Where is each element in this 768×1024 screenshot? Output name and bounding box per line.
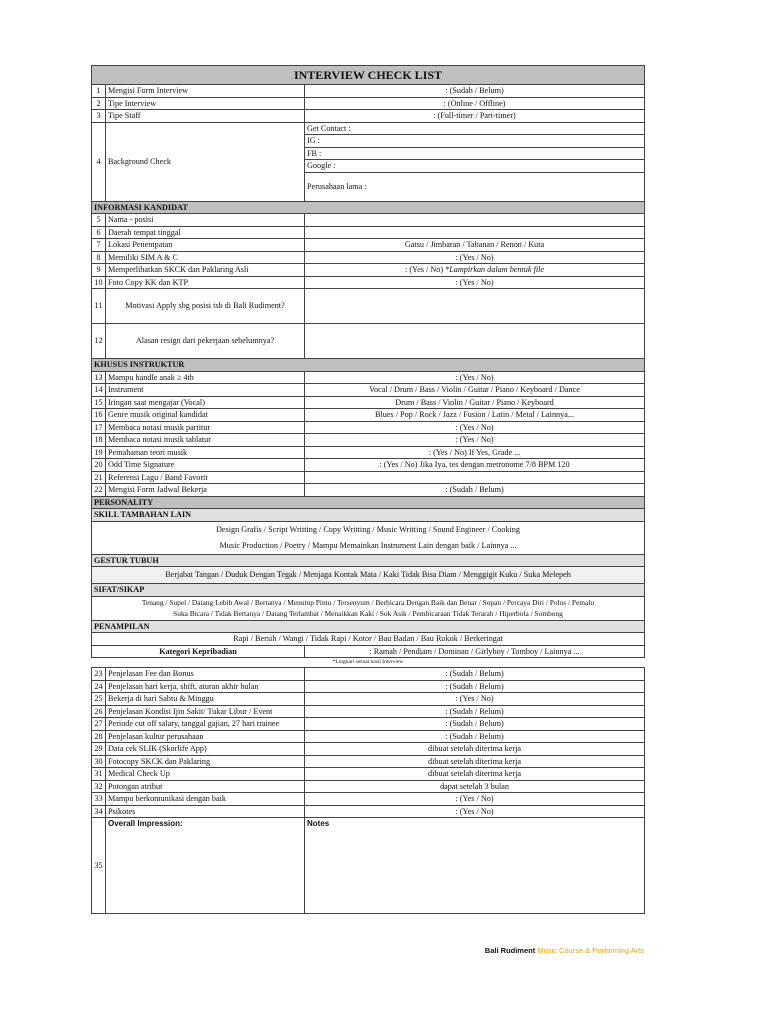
row-label: Psikotes: [106, 805, 305, 818]
row-number: 20: [92, 459, 106, 472]
brand-tagline: Music Course & Performing Arts: [537, 946, 644, 955]
row-label: Periode cut off salary, tanggal gajian, 27 hari trainee: [106, 718, 305, 731]
checklist-row: [92, 484, 645, 497]
kategori-label: Kategori Kepribadian: [92, 645, 305, 658]
row-label: Fotocopy SKCK dan Paklaring: [106, 755, 305, 768]
bc-field[interactable]: Perusahaan lama :: [305, 172, 645, 201]
row-number: 8: [92, 251, 106, 264]
row-label: Odd Time Signature: [106, 459, 305, 472]
row-number: 1: [92, 85, 106, 98]
row-number: 4: [92, 122, 106, 201]
checklist-row: [92, 276, 645, 289]
checklist-row: [92, 743, 645, 756]
section-penampilan: PENAMPILAN: [92, 620, 645, 633]
brand-name: Bali Rudiment: [484, 946, 536, 955]
checklist-sheet: [91, 65, 644, 914]
row-label: Penjelasan hari kerja, shift, aturan akhir bulan: [106, 680, 305, 693]
row-value[interactable]: : (Sudah / Belum): [305, 730, 645, 743]
bc-field[interactable]: Google :: [305, 160, 645, 173]
section-skill: SKILL TAMBAHAN LAIN: [92, 509, 645, 522]
row-value[interactable]: dibuat setelah diterima kerja: [305, 768, 645, 781]
row-number: 30: [92, 755, 106, 768]
row-label: Membaca notasi musik partitur: [106, 421, 305, 434]
row-number: 19: [92, 446, 106, 459]
row-number: 23: [92, 668, 106, 681]
row-label: Bekerja di hari Sabtu & Minggu: [106, 693, 305, 706]
row-number: 22: [92, 484, 106, 497]
section-sifat: SIFAT/SIKAP: [92, 584, 645, 597]
row-number: 2: [92, 97, 106, 110]
row-label: Mengisi Form Jadwal Bekerja: [106, 484, 305, 497]
row-number: 12: [92, 324, 106, 359]
checklist-row: [92, 780, 645, 793]
row-value[interactable]: : (Yes / No): [305, 276, 645, 289]
row-number: 15: [92, 396, 106, 409]
row-value[interactable]: : (Yes / No): [305, 434, 645, 447]
checklist-row: [92, 434, 645, 447]
checklist-row: [92, 226, 645, 239]
row-value[interactable]: : (Full-timer / Part-timer): [305, 110, 645, 123]
row-value[interactable]: Vocal / Drum / Bass / Violin / Guitar / Piano / Keyboard / Dance: [305, 384, 645, 397]
checklist-row: [92, 705, 645, 718]
row-value[interactable]: : (Yes / No) If Yes, Grade ...: [305, 446, 645, 459]
section-personality: PERSONALITY: [92, 496, 645, 509]
row-number: 34: [92, 805, 106, 818]
checklist-row: [92, 730, 645, 743]
answer-cell[interactable]: [305, 324, 645, 359]
row-number: 28: [92, 730, 106, 743]
row-number: 18: [92, 434, 106, 447]
row-value[interactable]: : (Yes / No): [305, 251, 645, 264]
value-text: : (Yes / No): [405, 265, 444, 274]
row-value[interactable]: : (Yes / No): [305, 805, 645, 818]
row-label: Memiliki SIM A & C: [106, 251, 305, 264]
row-number: 10: [92, 276, 106, 289]
checklist-row: [92, 805, 645, 818]
page-title: INTERVIEW CHECK LIST: [92, 66, 645, 85]
checklist-row: [92, 384, 645, 397]
checklist-row: [92, 264, 645, 277]
row-label: Nama - posisi: [106, 214, 305, 227]
section-gestur: GESTUR TUBUH: [92, 554, 645, 567]
answer-cell[interactable]: [305, 289, 645, 324]
overall-impression-field[interactable]: Overall Impression:: [106, 818, 305, 914]
sifat-options[interactable]: Tenang / Supel / Datang Lebih Awal / Bertanya / Menutup Pintu / Tersenyum / Berbicara Dengan Baik dan Benar / Sopan / Percaya Diri / Polos / Pemalu: [92, 596, 645, 608]
row-number: 35: [92, 818, 106, 914]
row-label: Penjelasan Fee dan Bonus: [106, 668, 305, 681]
row-value[interactable]: : (Sudah / Belum): [305, 484, 645, 497]
row-number: 17: [92, 421, 106, 434]
background-check-row: [92, 122, 645, 135]
checklist-row: [92, 110, 645, 123]
bc-field[interactable]: FB :: [305, 147, 645, 160]
row-label: Referensi Lagu / Band Favorit: [106, 471, 305, 484]
row-label: Memperlihatkan SKCK dan Paklaring Asli: [106, 264, 305, 277]
row-number: 6: [92, 226, 106, 239]
tall-row: [92, 324, 645, 359]
khusus-rows: [92, 371, 645, 496]
row-value[interactable]: [305, 264, 645, 277]
checklist-row: [92, 85, 645, 98]
gestur-options[interactable]: Berjabat Tangan / Duduk Dengan Tegak / Menjaga Kontak Mata / Kaki Tidak Bisa Diam / Menggigit Kuku / Suka Melepeh: [92, 567, 645, 584]
checklist-row: [92, 239, 645, 252]
row-number: 11: [92, 289, 106, 324]
section-khusus: KHUSUS INSTRUKTUR: [92, 359, 645, 372]
checklist-row: [92, 409, 645, 422]
bc-field[interactable]: Get Contact :: [305, 122, 645, 135]
row-label: Pemahaman teori musik: [106, 446, 305, 459]
checklist-row: [92, 668, 645, 681]
row-number: 5: [92, 214, 106, 227]
checklist-row: [92, 421, 645, 434]
row-value[interactable]: : (Sudah / Belum): [305, 680, 645, 693]
row-label: Mampu berkomunikasi dengan baik: [106, 793, 305, 806]
checklist-row: [92, 97, 645, 110]
row-number: 25: [92, 693, 106, 706]
row-label: Lokasi Penempatan: [106, 239, 305, 252]
row-label: Instrument: [106, 384, 305, 397]
checklist-row: [92, 680, 645, 693]
row-number: 16: [92, 409, 106, 422]
row-number: 33: [92, 793, 106, 806]
checklist-row: [92, 471, 645, 484]
row-label: Medical Check Up: [106, 768, 305, 781]
row-label: Potongan atribut: [106, 780, 305, 793]
value-note: *Lampirkan dalam bentuk file: [445, 265, 545, 274]
row-value[interactable]: [305, 214, 645, 227]
checklist-row: [92, 459, 645, 472]
row-number: 27: [92, 718, 106, 731]
checklist-row: [92, 446, 645, 459]
row-value[interactable]: dibuat setelah diterima kerja: [305, 755, 645, 768]
checklist-row: [92, 214, 645, 227]
informasi-rows: [92, 214, 645, 289]
row-label: Foto Copy KK dan KTP: [106, 276, 305, 289]
row-number: 32: [92, 780, 106, 793]
tall-row: [92, 289, 645, 324]
row-label: Motivasi Apply sbg posisi tsb di Bali Rudiment?: [106, 289, 305, 324]
row-label: Data cek SLIK (Skorlife App): [106, 743, 305, 756]
row-label: Mampu handle anak ≥ 4th: [106, 371, 305, 384]
row-value[interactable]: : (Yes / No): [305, 421, 645, 434]
row-value[interactable]: dapat setelah 3 bulan: [305, 780, 645, 793]
row-value[interactable]: Blues / Pop / Rock / Jazz / Fusion / Latin / Metal / Lainnya...: [305, 409, 645, 422]
row-number: 21: [92, 471, 106, 484]
row-value[interactable]: : (Sudah / Belum): [305, 705, 645, 718]
bc-field[interactable]: IG :: [305, 135, 645, 148]
footer-brand: [460, 946, 644, 955]
row-label: Alasan resign dari pekerjaan sebelumnya?: [106, 324, 305, 359]
row-value[interactable]: : (Yes / No): [305, 693, 645, 706]
row-number: 13: [92, 371, 106, 384]
bottom-rows: [92, 668, 645, 818]
row-label: Background Check: [106, 122, 305, 201]
skill-options[interactable]: Design Grafis / Script Writting / Copy Writting / Music Writting / Sound Engineer / Cooking: [92, 521, 645, 538]
kategori-note: *Lingkari sesuai hasil Interview: [332, 659, 404, 665]
row-value[interactable]: dibuat setelah diterima kerja: [305, 743, 645, 756]
kategori-options[interactable]: : Ramah / Pendiam / Dominan / Girlyboy / Tomboy / Lainnya ...: [305, 645, 645, 658]
row-label: Penjelasan Kondisi Ijin Sakit/ Tukar Libur / Event: [106, 705, 305, 718]
top-rows: [92, 85, 645, 123]
row-label: Daerah tempat tinggal: [106, 226, 305, 239]
checklist-row: [92, 251, 645, 264]
row-value[interactable]: : (Yes / No) Jika Iya, tes dengan metronome 7/8 BPM 120: [305, 459, 645, 472]
checklist-row: [92, 693, 645, 706]
row-value[interactable]: : (Sudah / Belum): [305, 85, 645, 98]
row-number: 29: [92, 743, 106, 756]
kategori-row: [92, 645, 645, 658]
checklist-row: [92, 793, 645, 806]
row-number: 14: [92, 384, 106, 397]
row-label: Genre musik original kandidat: [106, 409, 305, 422]
row-label: Penjelasan kultur perusahaan: [106, 730, 305, 743]
penampilan-options[interactable]: Rapi / Bersih / Wangi / Tidak Rapi / Kotor / Bau Badan / Bau Rokok / Berkeringat: [92, 633, 645, 646]
row-value[interactable]: : (Sudah / Belum): [305, 718, 645, 731]
skill-options[interactable]: Music Production / Poetry / Mampu Memainkan Instrument Lain dengan baik / Lainnya ...: [92, 538, 645, 555]
checklist-table: [91, 65, 645, 914]
checklist-row: [92, 768, 645, 781]
checklist-row: [92, 755, 645, 768]
row-number: 3: [92, 110, 106, 123]
checklist-row: [92, 371, 645, 384]
row-value[interactable]: [305, 226, 645, 239]
row-number: 7: [92, 239, 106, 252]
row-number: 26: [92, 705, 106, 718]
row-number: 9: [92, 264, 106, 277]
checklist-row: [92, 396, 645, 409]
row-label: Tipe Staff: [106, 110, 305, 123]
row-label: Iringan saat mengajar (Vocal): [106, 396, 305, 409]
sifat-options[interactable]: Suka Bicara / Tidak Bertanya / Datang Terlambat / Menaikkan Kaki / Sok Asik / Pembicaraan Tidak Terarah / Hiperbola / Sombong: [92, 608, 645, 620]
row-value[interactable]: Gatsu / Jimbaran / Tabanan / Renon / Kuta: [305, 239, 645, 252]
row-number: 31: [92, 768, 106, 781]
final-row: [92, 818, 645, 914]
row-value[interactable]: : (Yes / No): [305, 793, 645, 806]
row-label: Membaca notasi musik tablatur: [106, 434, 305, 447]
row-value[interactable]: [305, 471, 645, 484]
row-number: 24: [92, 680, 106, 693]
section-informasi: INFORMASI KANDIDAT: [92, 201, 645, 214]
row-label: Tipe Interview: [106, 97, 305, 110]
row-value[interactable]: : (Online / Offline): [305, 97, 645, 110]
checklist-row: [92, 718, 645, 731]
row-label: Mengisi Form Interview: [106, 85, 305, 98]
row-value[interactable]: : (Sudah / Belum): [305, 668, 645, 681]
row-value[interactable]: : (Yes / No): [305, 371, 645, 384]
row-value[interactable]: Drum / Bass / Violin / Guitar / Piano / Keyboard: [305, 396, 645, 409]
notes-field[interactable]: Notes: [305, 818, 645, 914]
